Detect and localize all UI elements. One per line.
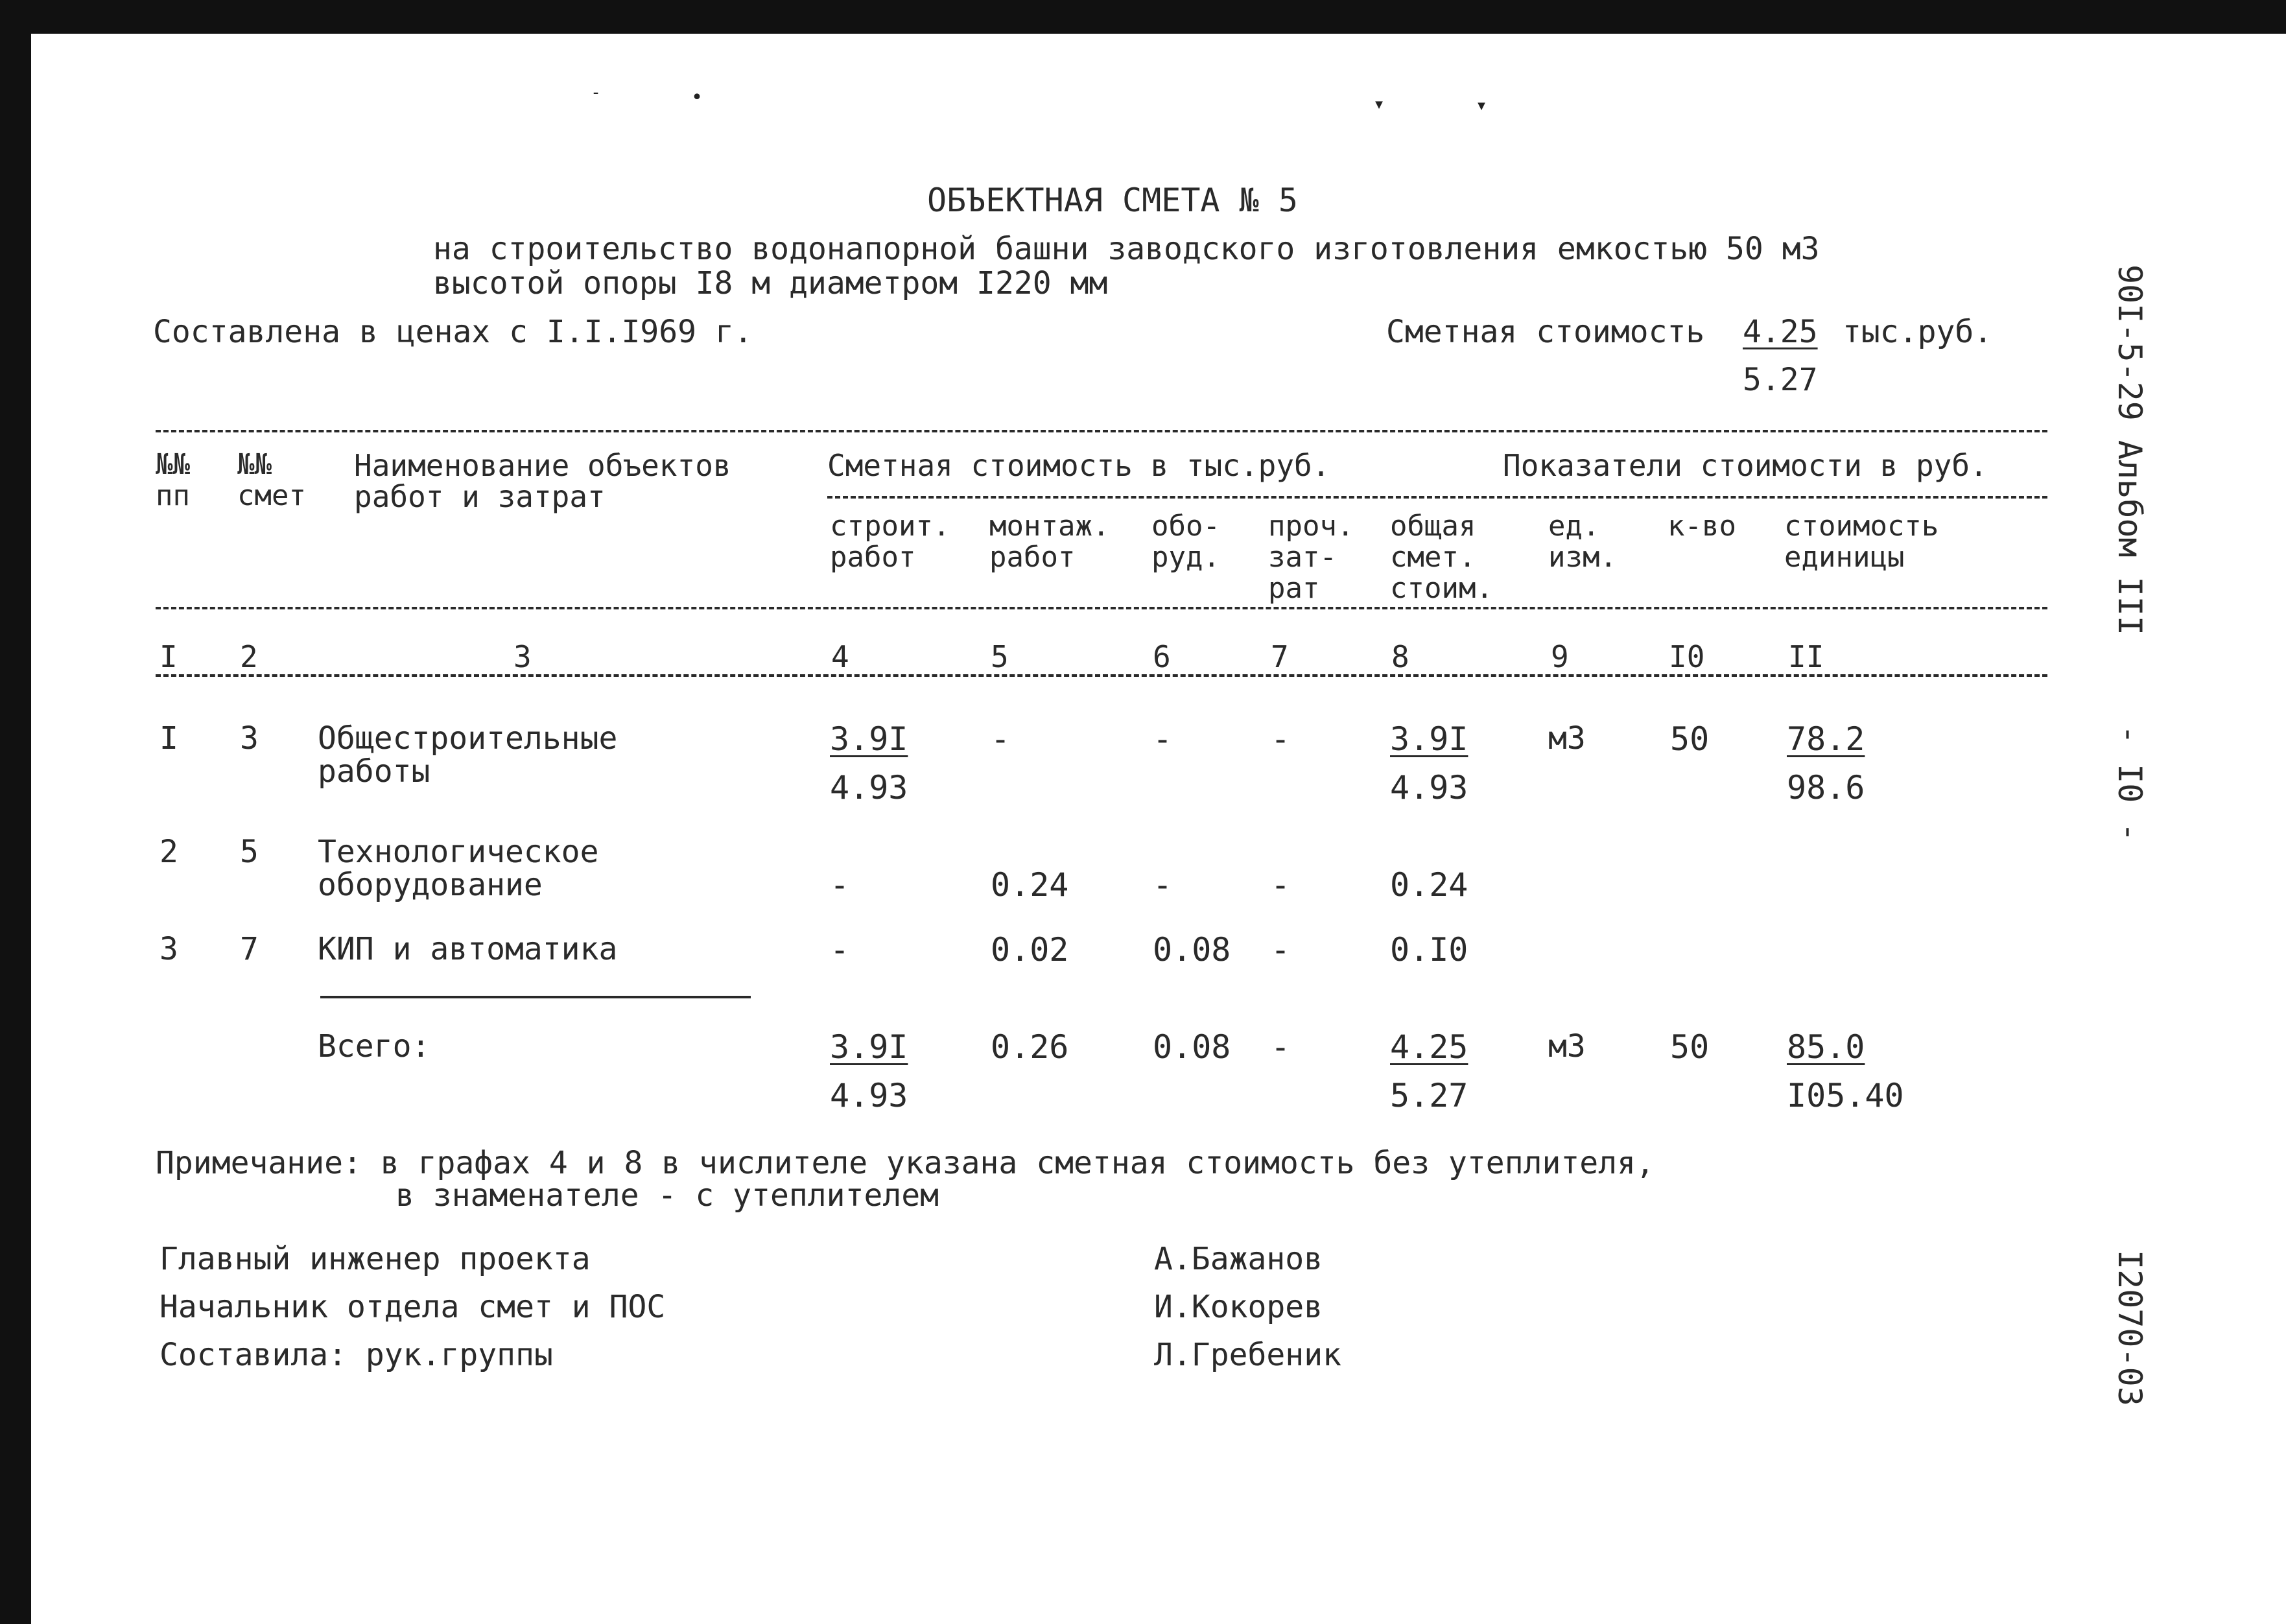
total-cost: 0.24 xyxy=(1390,866,1468,904)
total-cost: 3.9I xyxy=(1390,720,1468,758)
build-cost: 3.9I xyxy=(830,1028,908,1066)
header-c9-line1: ед. xyxy=(1548,510,1600,543)
header-c9-line2: изм. xyxy=(1548,541,1617,574)
estimated-cost-label: Сметная стоимость xyxy=(1386,314,1705,350)
row-number: I xyxy=(159,720,178,757)
mount-cost: 0.02 xyxy=(991,931,1069,969)
scan-border-left xyxy=(0,0,31,1624)
header-c5-line2: работ xyxy=(989,541,1076,574)
document-code: I2070-03 xyxy=(2111,1250,2149,1406)
mount-cost: - xyxy=(991,720,1011,758)
header-col2-line1: №№ xyxy=(237,448,272,481)
header-col3-line1: Наименование объектов xyxy=(354,448,731,483)
header-group-rule xyxy=(827,496,2047,499)
signature-name: А.Бажанов xyxy=(1154,1241,1323,1277)
item-name-line2: оборудование xyxy=(318,867,543,903)
document-subtitle-line1: на строительство водонапорной башни заводского изготовления емкостью 50 м3 xyxy=(433,231,1820,267)
build-cost-insulated: 4.93 xyxy=(830,769,908,806)
unit-cost: 78.2 xyxy=(1787,720,1865,758)
item-name-line1: Общестроительные xyxy=(318,720,618,757)
header-c4-line2: работ xyxy=(830,541,916,574)
row-number: 3 xyxy=(159,931,178,967)
estimated-cost-value: 4.25 xyxy=(1743,314,1818,350)
column-number: I xyxy=(159,639,178,674)
quantity: 50 xyxy=(1670,1028,1710,1066)
quantity: 50 xyxy=(1670,720,1710,758)
header-col1-line2: пп xyxy=(156,479,190,512)
scan-border-top xyxy=(0,0,2286,34)
document-subtitle-line2: высотой опоры I8 м диаметром I220 мм xyxy=(433,265,1108,301)
header-group-indicators: Показатели стоимости в руб. xyxy=(1503,448,1988,483)
equipment-cost: 0.08 xyxy=(1153,1028,1231,1066)
item-name-line1: КИП и автоматика xyxy=(318,931,618,967)
header-col1-line1: №№ xyxy=(156,448,190,481)
column-number: 3 xyxy=(513,639,532,674)
build-cost: 3.9I xyxy=(830,720,908,758)
header-c8-line3: стоим. xyxy=(1390,572,1493,605)
subtotal-rule xyxy=(320,996,751,998)
equipment-cost: 0.08 xyxy=(1153,931,1231,969)
header-c11-line2: единицы xyxy=(1784,541,1905,574)
header-col2-line2: смет xyxy=(237,479,306,512)
unit-cost-insulated: 98.6 xyxy=(1787,769,1865,806)
item-name-line1: Технологическое xyxy=(318,834,599,870)
other-cost: - xyxy=(1271,720,1291,758)
album-label: 90I-5-29 Альбом III xyxy=(2111,265,2149,635)
estimate-number: 5 xyxy=(240,834,259,870)
note-line1: Примечание: в графах 4 и 8 в числителе указана сметная стоимость без утеплителя, xyxy=(156,1145,1655,1181)
note-line2: в знаменателе - с утеплителем xyxy=(395,1177,939,1214)
table-rule-top xyxy=(156,430,2047,432)
item-name-line2: работы xyxy=(318,753,430,790)
column-number: 4 xyxy=(831,639,849,674)
unit-cost-insulated: I05.40 xyxy=(1787,1077,1904,1114)
page-number: - I0 - xyxy=(2111,725,2149,842)
column-number: 5 xyxy=(991,639,1009,674)
scan-speck: ▾ xyxy=(1373,93,1385,115)
signature-name: Л.Гребеник xyxy=(1154,1337,1341,1373)
column-number: 9 xyxy=(1551,639,1569,674)
column-number: 2 xyxy=(240,639,258,674)
estimated-cost-value-insulated: 5.27 xyxy=(1743,362,1818,398)
signature-name: И.Кокорев xyxy=(1154,1289,1323,1325)
total-label: Всего: xyxy=(318,1028,430,1065)
scan-speck: ˗ xyxy=(590,81,602,104)
scan-speck: • xyxy=(691,86,703,109)
prices-basis: Составлена в ценах с I.I.I969 г. xyxy=(153,314,753,350)
equipment-cost: - xyxy=(1153,720,1173,758)
header-group-cost: Сметная стоимость в тыс.руб. xyxy=(827,448,1330,483)
signature-role: Главный инженер проекта xyxy=(159,1241,591,1277)
unit-measure: м3 xyxy=(1548,1028,1586,1065)
unit-cost: 85.0 xyxy=(1787,1028,1865,1066)
document-title: ОБЪЕКТНАЯ СМЕТА № 5 xyxy=(927,182,1298,219)
build-cost: - xyxy=(830,931,850,969)
build-cost-insulated: 4.93 xyxy=(830,1077,908,1114)
signature-role: Начальник отдела смет и ПОС xyxy=(159,1289,666,1325)
column-number: 6 xyxy=(1153,639,1171,674)
header-c7-line1: проч. xyxy=(1268,510,1354,543)
total-cost: 4.25 xyxy=(1390,1028,1468,1066)
estimate-number: 3 xyxy=(240,720,259,757)
header-c11-line1: стоимость xyxy=(1784,510,1939,543)
header-c7-line2: зат- xyxy=(1268,541,1337,574)
equipment-cost: - xyxy=(1153,866,1173,904)
build-cost: - xyxy=(830,866,850,904)
estimated-cost-unit: тыс.руб. xyxy=(1843,314,1993,350)
signature-role: Составила: рук.группы xyxy=(159,1337,553,1373)
unit-measure: м3 xyxy=(1548,720,1586,757)
header-c8-line1: общая xyxy=(1390,510,1476,543)
column-numbers-rule xyxy=(156,674,2047,677)
header-c8-line2: смет. xyxy=(1390,541,1476,574)
column-number: 7 xyxy=(1271,639,1289,674)
row-number: 2 xyxy=(159,834,178,870)
mount-cost: 0.26 xyxy=(991,1028,1069,1066)
table-rule-header-bottom xyxy=(156,607,2047,609)
header-c6-line1: обо- xyxy=(1151,510,1220,543)
other-cost: - xyxy=(1271,866,1291,904)
other-cost: - xyxy=(1271,1028,1291,1066)
column-number: I0 xyxy=(1669,639,1705,674)
scan-speck: ▾ xyxy=(1476,94,1488,117)
header-c10: к-во xyxy=(1667,510,1736,543)
total-cost-insulated: 4.93 xyxy=(1390,769,1468,806)
header-c5-line1: монтаж. xyxy=(989,510,1110,543)
total-cost: 0.I0 xyxy=(1390,931,1468,969)
header-c7-line3: рат xyxy=(1268,572,1320,605)
estimate-number: 7 xyxy=(240,931,259,967)
column-number: 8 xyxy=(1391,639,1409,674)
other-cost: - xyxy=(1271,931,1291,969)
column-number: II xyxy=(1788,639,1824,674)
mount-cost: 0.24 xyxy=(991,866,1069,904)
total-cost-insulated: 5.27 xyxy=(1390,1077,1468,1114)
header-c4-line1: строит. xyxy=(830,510,950,543)
header-col3-line2: работ и затрат xyxy=(354,479,606,514)
header-c6-line2: руд. xyxy=(1151,541,1220,574)
